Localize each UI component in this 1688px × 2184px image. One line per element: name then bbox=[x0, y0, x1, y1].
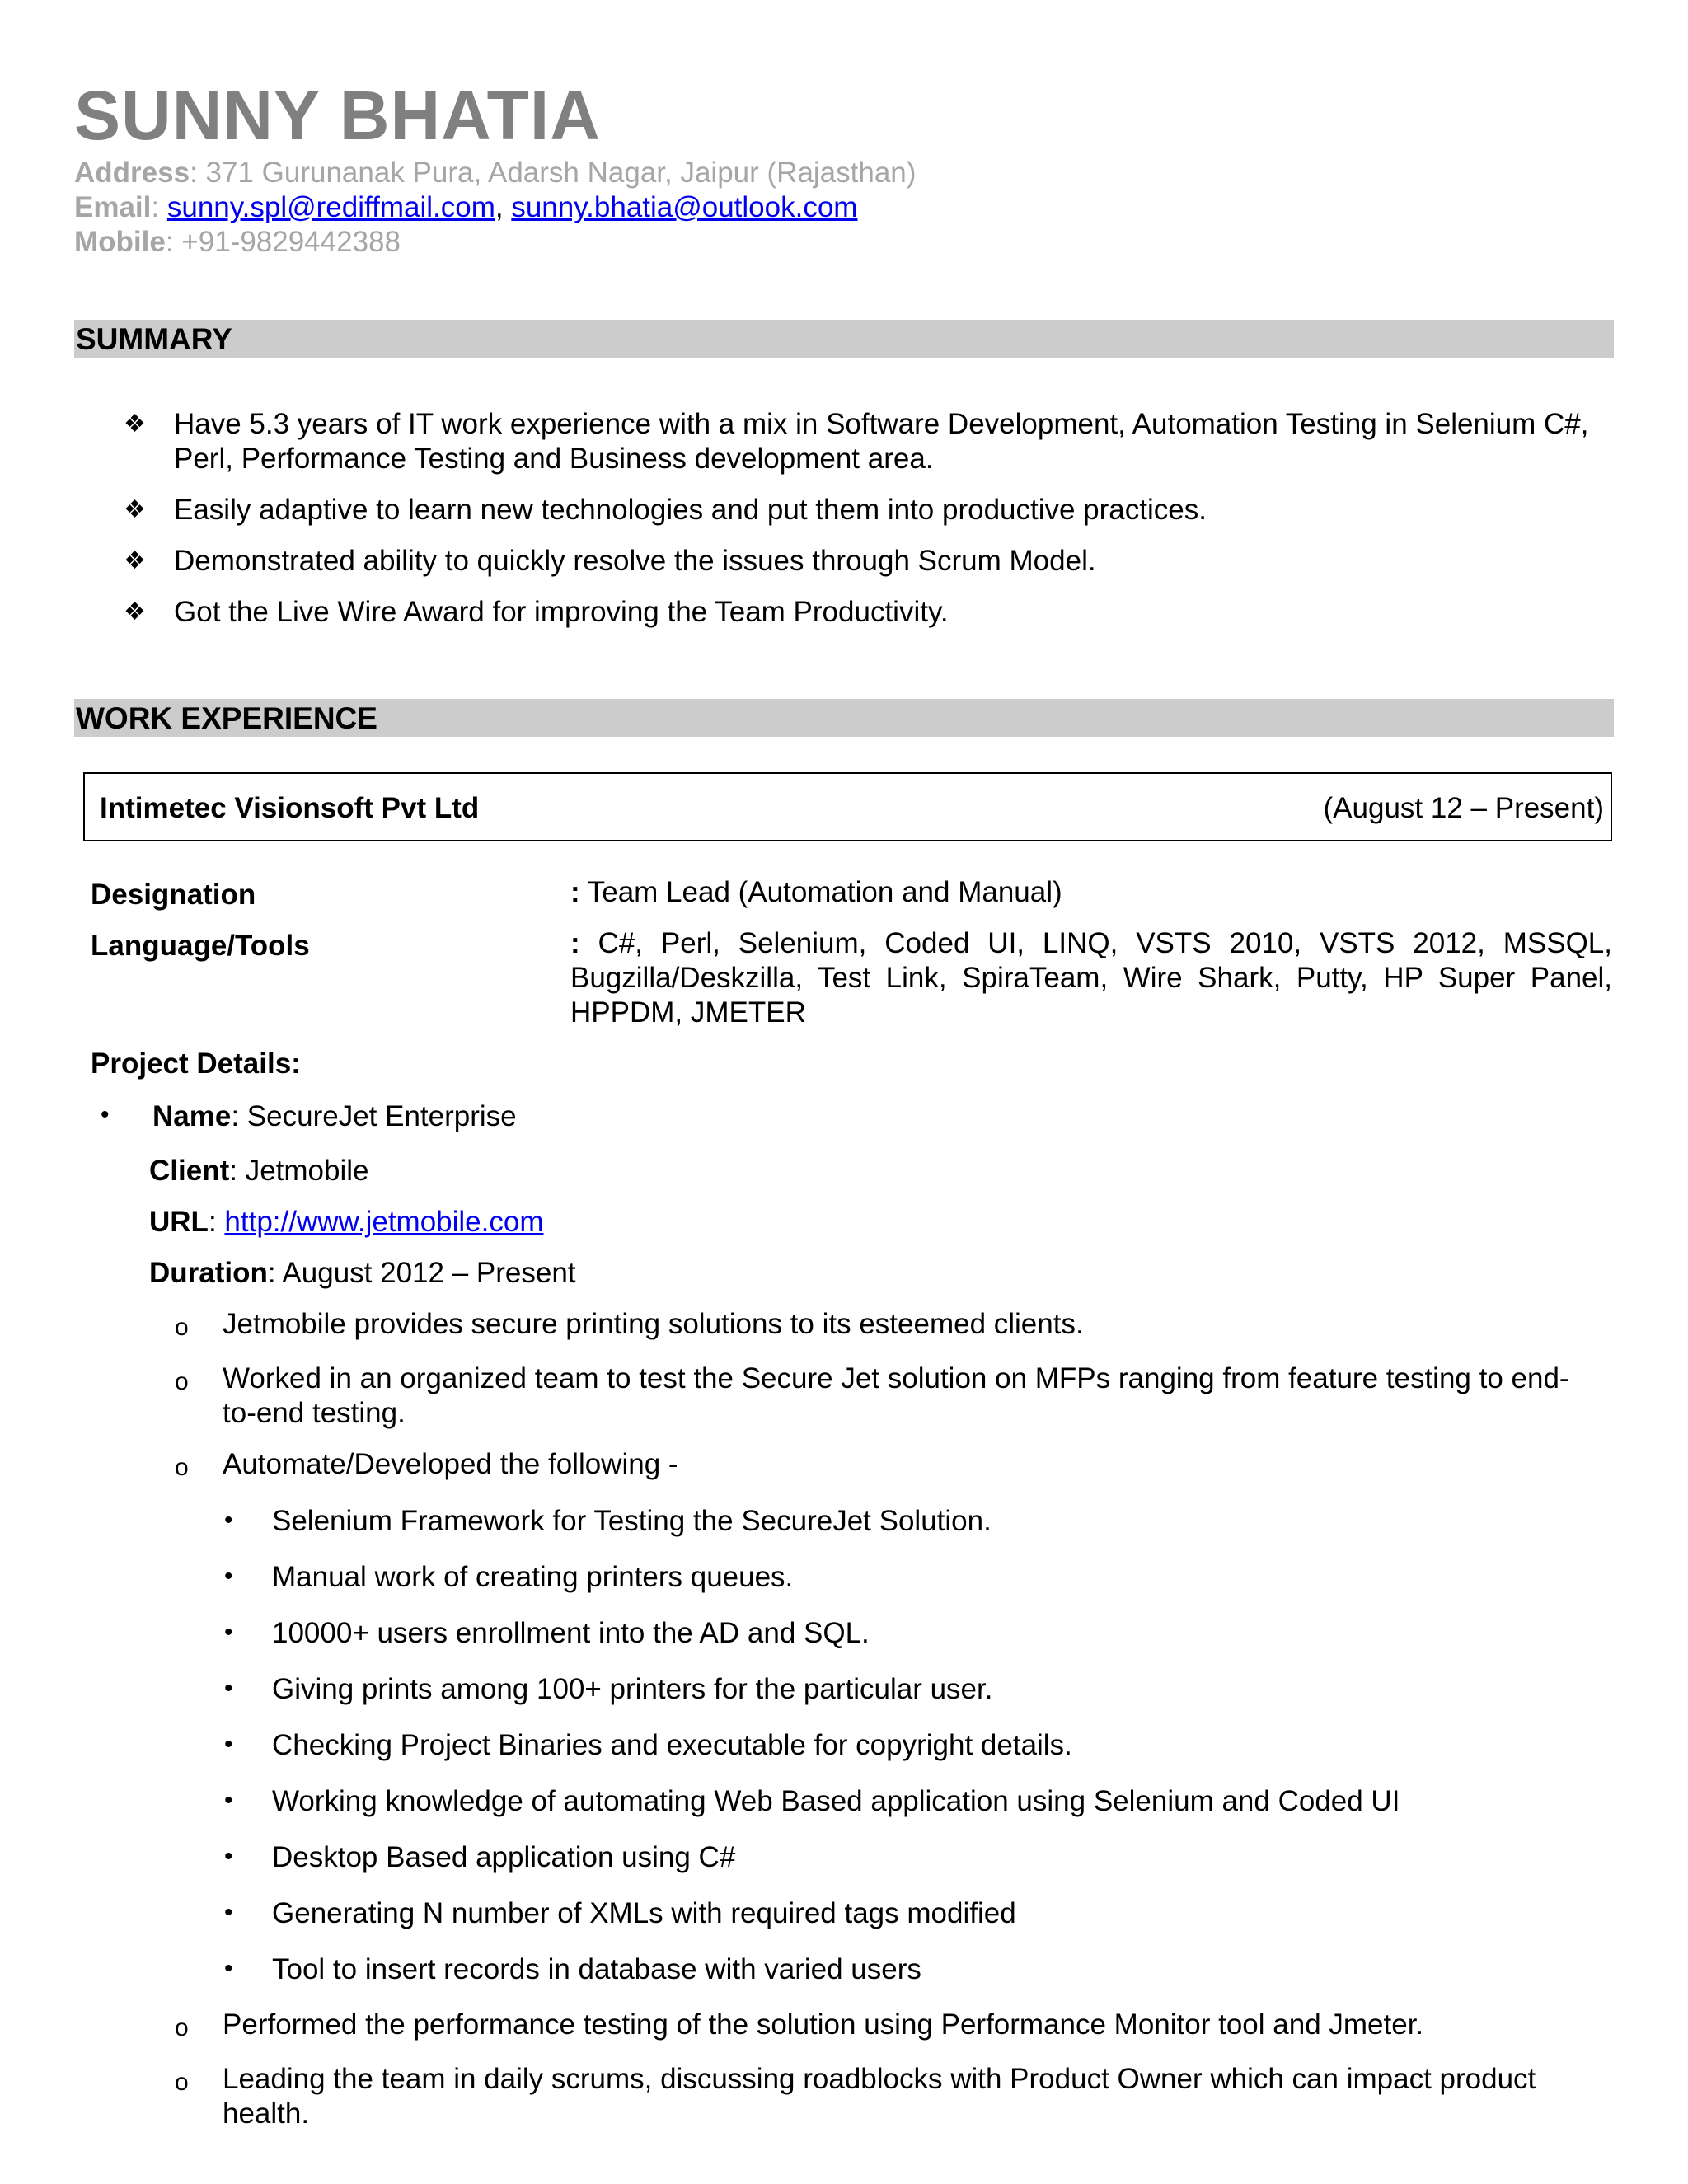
diamond-bullet-icon: ❖ bbox=[124, 496, 146, 523]
email-line: Email: sunny.spl@rediffmail.com, sunny.bhatia@outlook.com bbox=[74, 191, 858, 223]
experience-title: WORK EXPERIENCE bbox=[76, 701, 377, 735]
email-link-1[interactable]: sunny.spl@rediffmail.com bbox=[166, 191, 495, 223]
mobile-label: Mobile bbox=[74, 226, 166, 258]
tools-label: Language/Tools bbox=[91, 930, 310, 962]
sub-point: Manual work of creating printers queues. bbox=[272, 1561, 794, 1593]
dot-bullet-icon: • bbox=[101, 1101, 110, 1128]
sub-point: Tool to insert records in database with varied users bbox=[272, 1953, 921, 1985]
project-duration-line: Duration: August 2012 – Present bbox=[149, 1257, 576, 1289]
project-details-label: Project Details: bbox=[91, 1047, 301, 1080]
email-label: Email bbox=[74, 191, 152, 223]
dot-bullet-icon: • bbox=[224, 1843, 233, 1870]
address-line: Address: 371 Gurunanak Pura, Adarsh Nagar, Jaipur (Rajasthan) bbox=[74, 157, 917, 189]
sub-point: Desktop Based application using C# bbox=[272, 1841, 736, 1873]
summary-section-bar bbox=[74, 320, 1614, 358]
project-url-link[interactable]: http://www.jetmobile.com bbox=[224, 1206, 544, 1238]
project-point: Jetmobile provides secure printing solutions to its esteemed clients. bbox=[223, 1308, 1084, 1340]
resume-page: SUNNY BHATIA Address: 371 Gurunanak Pura, Adarsh Nagar, Jaipur (Rajasthan) Email: sunny.spl@rediffmail.com, sunny.bhatia@outlook.com Mobile: +91-9829442388 SUMMARY ❖ Have 5.3 years of IT work experience with a mix in Software Development, Automation Testing in Selenium C#, Perl, Performance Testing and Business development area. ❖ Easily adaptive to learn new technologies and put them into productive practices. ❖ Demonstrated ability to quickly resolve the issues through Scrum Model. ❖ Got the Live Wire Award for improving the Team Productivity. WORK EXPERIENCE Intimetec Visionsoft Pvt Ltd (August 12 – Present) Designation : Team Lead (Automation and Manual) Language/Tools : C#, Perl, Selenium, Coded UI, LINQ, VSTS 2010, VSTS 2012, MSSQL, Bugzilla/Deskzilla, Test Link, SpiraTeam, Wire Shark, Putty, HP Super Panel, HPPDM, JMETER Project Details: • Name: SecureJet Enterprise Client: Jetmobile URL: http://www.jetmobile.com Duration: August 2012 – Present o Jetmobile provides secure printing solutions to its esteemed clients. o Worked in an organized team to test the Secure Jet solution on MFPs ranging from feature testing to end-to-end testing. o Automate/Developed the following - • Selenium Framework for Testing the SecureJet Solution. • Manual work of creating printers queues. • 10000+ users enrollment into the AD and SQL. • Giving prints among 100+ printers for the particular user. • Checking Project Binaries and executable for copyright details. • Working knowledge of automating Web Based application using Selenium and Coded UI • Desktop Based application using C# • Generating N number of XMLs with required tags modified • Tool to insert records in database with varied users o Performed the performance testing of the solution using Performance Monitor tool and Jmeter. o Leading the team in daily scrums, discussing roadblocks with Product Owner which can impact product health. bbox=[0, 0, 1688, 2184]
circle-bullet-icon: o bbox=[175, 1314, 189, 1341]
company-period: (August 12 – Present) bbox=[1323, 792, 1604, 824]
mobile-value: +91-9829442388 bbox=[181, 226, 401, 258]
project-point: Performed the performance testing of the solution using Performance Monitor tool and Jmeter. bbox=[223, 2008, 1424, 2041]
email-link-2[interactable]: sunny.bhatia@outlook.com bbox=[511, 191, 858, 223]
experience-section-bar bbox=[74, 699, 1614, 737]
diamond-bullet-icon: ❖ bbox=[124, 598, 146, 626]
sub-point: 10000+ users enrollment into the AD and SQL. bbox=[272, 1617, 870, 1649]
circle-bullet-icon: o bbox=[175, 2069, 189, 2096]
sub-point: Generating N number of XMLs with required tags modified bbox=[272, 1897, 1016, 1929]
dot-bullet-icon: • bbox=[224, 1563, 233, 1590]
candidate-name: SUNNY BHATIA bbox=[74, 77, 601, 154]
mobile-line: Mobile: +91-9829442388 bbox=[74, 226, 401, 258]
diamond-bullet-icon: ❖ bbox=[124, 410, 146, 438]
sub-point: Giving prints among 100+ printers for the particular user. bbox=[272, 1673, 993, 1705]
dot-bullet-icon: • bbox=[224, 1619, 233, 1646]
project-point: Worked in an organized team to test the Secure Jet solution on MFPs ranging from feature testing to end-to-end testing. bbox=[223, 1362, 1569, 1429]
project-point: Automate/Developed the following - bbox=[223, 1448, 678, 1480]
project-name-line: Name: SecureJet Enterprise bbox=[152, 1100, 517, 1132]
summary-title: SUMMARY bbox=[76, 322, 232, 356]
designation-label: Designation bbox=[91, 879, 256, 911]
sub-point: Checking Project Binaries and executable for copyright details. bbox=[272, 1729, 1072, 1761]
dot-bullet-icon: • bbox=[224, 1507, 233, 1534]
dot-bullet-icon: • bbox=[224, 1787, 233, 1814]
dot-bullet-icon: • bbox=[224, 1899, 233, 1926]
address-label: Address bbox=[74, 157, 190, 189]
dot-bullet-icon: • bbox=[224, 1731, 233, 1758]
designation-value: : Team Lead (Automation and Manual) bbox=[570, 876, 1062, 908]
project-duration: August 2012 – Present bbox=[282, 1257, 576, 1289]
project-client: Jetmobile bbox=[245, 1155, 369, 1187]
dot-bullet-icon: • bbox=[224, 1675, 233, 1702]
sub-point: Selenium Framework for Testing the SecureJet Solution. bbox=[272, 1505, 992, 1537]
project-client-line: Client: Jetmobile bbox=[149, 1155, 369, 1187]
project-point: Leading the team in daily scrums, discussing roadblocks with Product Owner which can impact product health. bbox=[223, 2063, 1536, 2130]
diamond-bullet-icon: ❖ bbox=[124, 547, 146, 574]
circle-bullet-icon: o bbox=[175, 2014, 189, 2041]
company-box bbox=[83, 772, 1612, 841]
dot-bullet-icon: • bbox=[224, 1955, 233, 1982]
circle-bullet-icon: o bbox=[175, 1454, 189, 1481]
address-value: 371 Gurunanak Pura, Adarsh Nagar, Jaipur (Rajasthan) bbox=[205, 157, 917, 189]
sub-point: Working knowledge of automating Web Based application using Selenium and Coded UI bbox=[272, 1785, 1400, 1817]
project-name: SecureJet Enterprise bbox=[246, 1100, 517, 1132]
tools-value: : C#, Perl, Selenium, Coded UI, LINQ, VSTS 2010, VSTS 2012, MSSQL, Bugzilla/Deskzilla, Test Link, SpiraTeam, Wire Shark, Putty, HP Super Panel, HPPDM, JMETER bbox=[570, 927, 1612, 1029]
company-name: Intimetec Visionsoft Pvt Ltd bbox=[100, 792, 480, 824]
circle-bullet-icon: o bbox=[175, 1368, 189, 1395]
project-url-line: URL: http://www.jetmobile.com bbox=[149, 1206, 544, 1238]
